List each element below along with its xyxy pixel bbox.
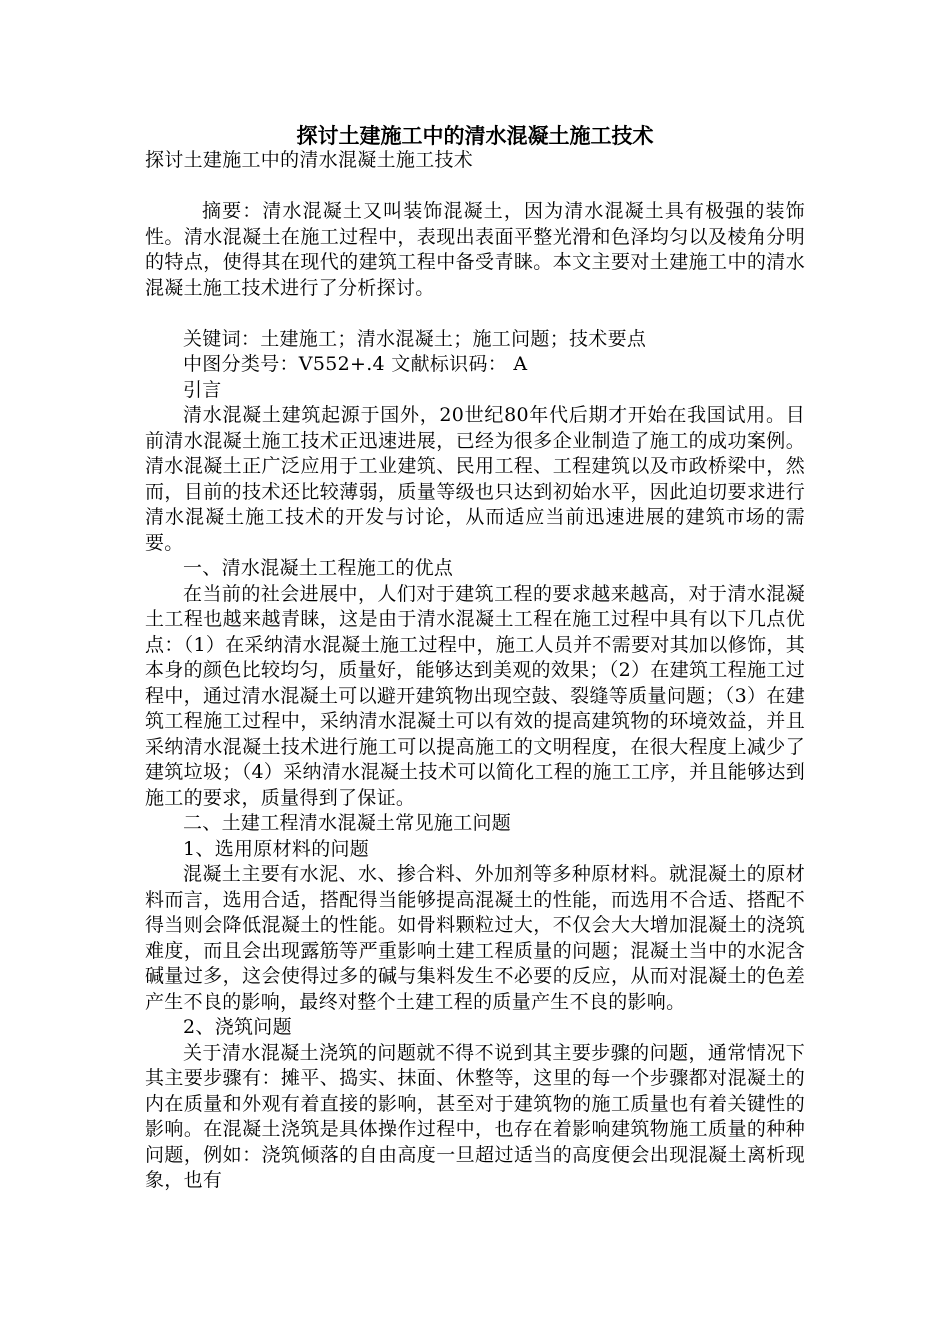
blank-line — [145, 174, 805, 200]
intro-heading: 引言 — [183, 378, 222, 401]
blank-line — [145, 301, 805, 327]
subsection-paragraph-1: 混凝土主要有水泥、水、掺合料、外加剂等多种原材料。就混凝土的原材料而言，选用合适，搭配得当能够提高混凝土的性能，而选用不合适、搭配不得当则会降低混凝土的性能。如骨料颗粒过大，不仅会大大增加混凝土的浇筑难度，而且会出现露筋等严重影响土建工程质量的问题；混凝土当中的水泥含碱量过多，这会使得过多的碱与集料发生不必要的反应，从而对混凝土的色差产生不良的影响，最终对整个土建工程的质量产生不良的影响。 — [145, 863, 805, 1013]
abstract-paragraph: 摘要：清水混凝土又叫装饰混凝土，因为清水混凝土具有极强的装饰性。清水混凝土在施工过程中，表现出表面平整光滑和色泽均匀以及棱角分明的特点，使得其在现代的建筑工程中备受青睐。本文主要对土建施工中的清水混凝土施工技术进行了分析探讨。 — [145, 200, 805, 299]
section-heading-2: 二、土建工程清水混凝土常见施工问题 — [183, 812, 512, 834]
document-title: 探讨土建施工中的清水混凝土施工技术 — [296, 124, 654, 148]
subsection-heading-2: 2、浇筑问题 — [183, 1016, 292, 1038]
document-body — [145, 148, 805, 1194]
section-heading-1: 一、清水混凝土工程施工的优点 — [183, 557, 454, 579]
keywords-line: 关键词：土建施工；清水混凝土；施工问题；技术要点 — [183, 327, 647, 350]
classification-line: 中图分类号：V552+.4 文献标识码： A — [183, 353, 528, 375]
intro-paragraph: 清水混凝土建筑起源于国外，20世纪80年代后期才开始在我国试用。目前清水混凝土施工技术正迅速进展，已经为很多企业制造了施工的成功案例。清水混凝土正广泛应用于工业建筑、民用工程、工程建筑以及市政桥梁中，然而，目前的技术还比较薄弱，质量等级也只达到初始水平，因此迫切要求进行清水混凝土施工技术的开发与讨论，从而适应当前迅速进展的建筑市场的需要。 — [145, 404, 805, 554]
subsection-paragraph-2: 关于清水混凝土浇筑的问题就不得不说到其主要步骤的问题，通常情况下其主要步骤有：摊平、捣实、抹面、休整等，这里的每一个步骤都对混凝土的内在质量和外观有着直接的影响，甚至对于建筑物的施工质量也有着关键性的影响。在混凝土浇筑是具体操作过程中，也存在着影响建筑物施工质量的种种问题，例如：浇筑倾落的自由高度一旦超过适当的高度便会出现混凝土离析现象，也有 — [145, 1041, 805, 1191]
subsection-heading-1: 1、选用原材料的问题 — [183, 837, 370, 860]
document-subtitle: 探讨土建施工中的清水混凝土施工技术 — [145, 149, 474, 171]
section-paragraph-1: 在当前的社会进展中，人们对于建筑工程的要求越来越高，对于清水混凝土工程也越来越青睐，这是由于清水混凝土工程在施工过程中具有以下几点优点：（1）在采纳清水混凝土施工过程中，施工人员并不需要对其加以修饰，其本身的颜色比较均匀，质量好，能够达到美观的效果；（2）在建筑工程施工过程中，通过清水混凝土可以避开建筑物出现空鼓、裂缝等质量问题；（3）在建筑工程施工过程中，采纳清水混凝土可以有效的提高建筑物的环境效益，并且采纳清水混凝土技术进行施工可以提高施工的文明程度，在很大程度上减少了建筑垃圾；（4）采纳清水混凝土技术可以简化工程的施工工序，并且能够达到施工的要求，质量得到了保证。 — [145, 582, 805, 809]
